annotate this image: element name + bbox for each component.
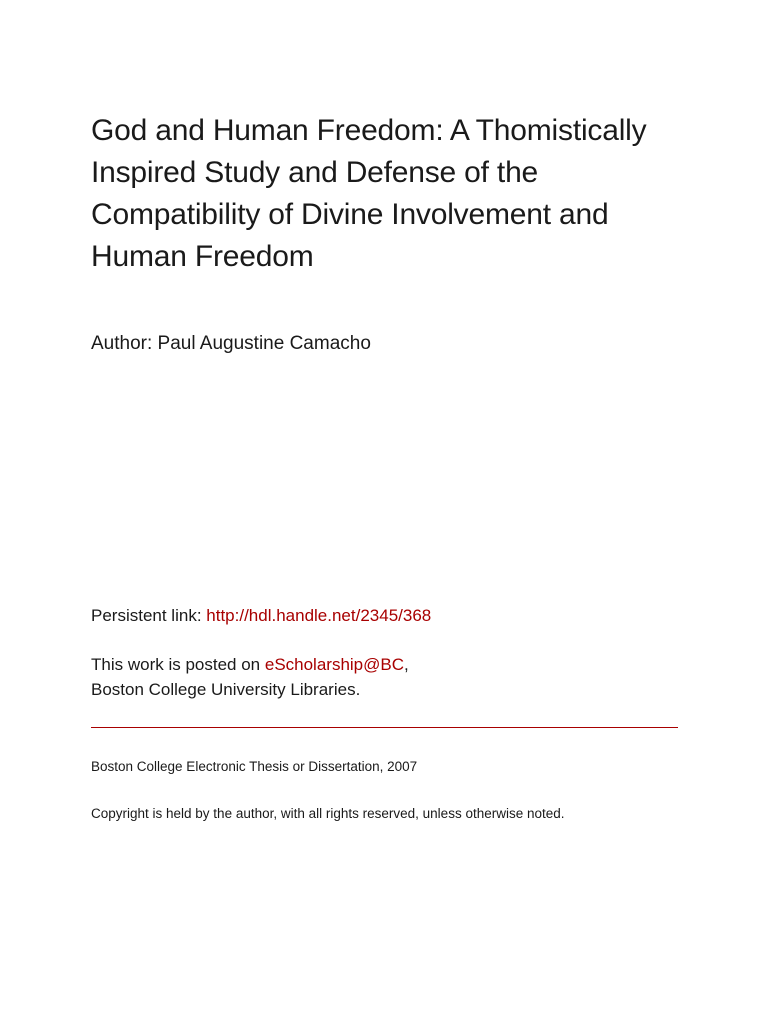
library-name: Boston College University Libraries. xyxy=(91,680,361,699)
thesis-info: Boston College Electronic Thesis or Dissertation, 2007 xyxy=(91,759,418,774)
persistent-link-label: Persistent link: xyxy=(91,606,207,625)
posting-prefix: This work is posted on xyxy=(91,655,265,674)
author-line: Author: Paul Augustine Camacho xyxy=(91,333,371,354)
document-title: God and Human Freedom: A Thomistically Inspired Study and Defense of the Compatibility of Divine Involvement and Human Freedom xyxy=(91,114,647,273)
persistent-link[interactable]: http://hdl.handle.net/2345/368 xyxy=(206,606,432,625)
posting-statement xyxy=(91,652,409,702)
posting-suffix: , xyxy=(404,655,409,674)
copyright-notice: Copyright is held by the author, with all rights reserved, unless otherwise noted. xyxy=(91,806,565,821)
persistent-link-line xyxy=(91,603,431,629)
divider-rule xyxy=(91,727,678,728)
escholarship-link[interactable]: eScholarship@BC xyxy=(264,655,405,674)
